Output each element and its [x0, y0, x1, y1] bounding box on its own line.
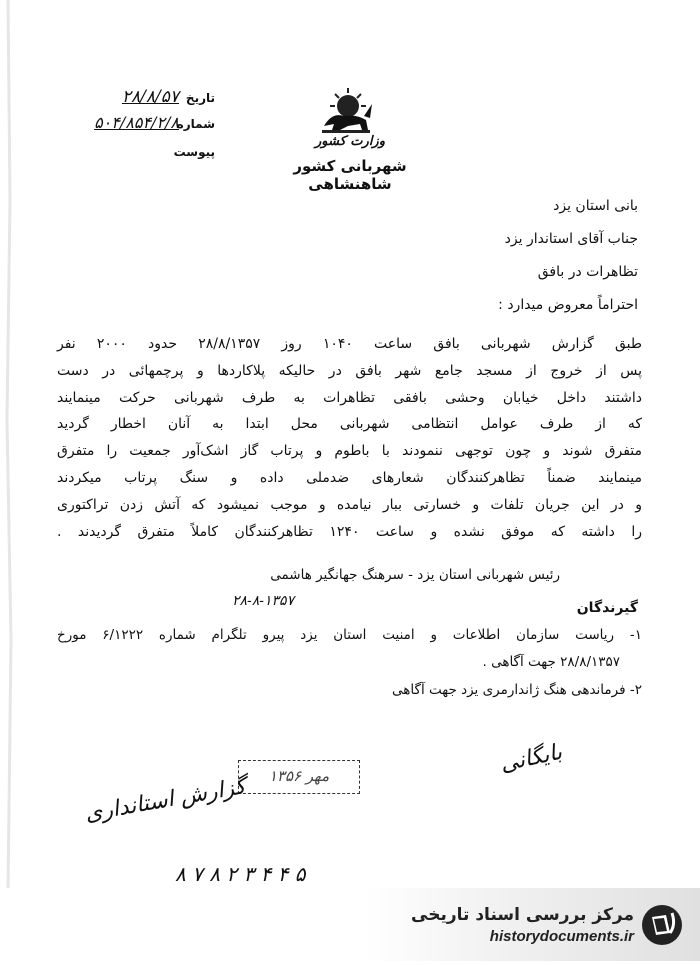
ministry-title: وزارت کشور [315, 134, 385, 149]
footer-handwritten-numbers: ۸ ۷ ۸ ۲ ۳ ۴ ۴ ۵ [175, 862, 306, 886]
recipient-1-cont: ۲۸/۸/۱۳۵۷ جهت آگاهی . [482, 654, 620, 670]
body-line-7: و در این جریان تلفات و خسارتی ببار نیامده و موجب نمیشود که آتش زدن تراکتوری [57, 497, 642, 513]
received-stamp [238, 760, 360, 794]
date-label: تاریخ [185, 91, 215, 105]
handwritten-note-left: گزارش استانداری [83, 774, 248, 827]
number-value: ۵۰۴/۸۵۴/۲/۸ [94, 113, 179, 132]
recipient-2: ۲- فرماندهی هنگ ژاندارمری یزد جهت آگاهی [392, 682, 642, 698]
stamp-text: مهر ۱۳۵۶ [268, 767, 330, 785]
body-line-1: طبق گزارش شهربانی بافق ساعت ۱۰۴۰ روز ۲۸/۸/۱۳۵۷ حدود ۲۰۰۰ نفر [57, 336, 643, 352]
salutation: احتراماً معروض میدارد : [498, 297, 638, 313]
signature-handwritten-date: ۲۸-۸-۱۳۵۷ [232, 593, 295, 609]
body-line-8: را داشته که موفق نشده و ساعت ۱۲۴۰ تظاهرکنندگان کاملاً متفرق گردیدند . [57, 524, 642, 540]
handwritten-note-right: بایگانی [498, 739, 565, 778]
recipients-label: گیرندگان [576, 600, 638, 616]
subject-line: تظاهرات در بافق [537, 264, 638, 280]
meta-block [75, 85, 215, 170]
address-line-1: بانی استان یزد [553, 198, 638, 214]
body-line-5: متفرق شوند و چون توجهی ننمودند با باطوم و پرتاب گاز اشک‌آور جمعیت را متفرق [57, 443, 642, 459]
body-line-4: که از طرف عوامل انتظامی شهربانی محل ابتدا به آنان اخطار گردید [57, 416, 642, 432]
number-label: شماره [176, 117, 215, 131]
body-line-2: پس از خروج از مسجد جامع شهر بافق در حالیکه پلاکاردها و پرچمهائی در دست [57, 363, 642, 379]
watermark-url: historydocuments.ir [489, 928, 634, 945]
address-line-2: جناب آقای استاندار یزد [504, 231, 638, 247]
attachment-label: پیوست [173, 145, 215, 159]
recipient-1: ۱- ریاست سازمان اطلاعات و امنیت استان یزد پیرو تلگرام شماره ۶/۱۲۲۲ مورخ [57, 627, 642, 643]
body-line-6: مینمایند ضمناً تظاهرکنندگان شعارهای ضدملی داده و سنگ پرتاب میکردند [57, 470, 642, 486]
signature-line: رئیس شهربانی استان یزد - سرهنگ جهانگیر هاشمی [270, 567, 560, 583]
body-line-3: داشتند داخل خیابان وحشی بافقی تظاهرات به طرف شهربانی حرکت مینمایند [57, 390, 642, 406]
organization-title: شهربانی کشور شاهنشاهی [293, 157, 407, 193]
date-value: ۲۸/۸/۵۷ [121, 87, 179, 107]
lion-and-sun-emblem [318, 86, 374, 134]
watermark-logo-icon [640, 903, 684, 947]
watermark-title: مرکز بررسی اسناد تاریخی [411, 905, 634, 925]
